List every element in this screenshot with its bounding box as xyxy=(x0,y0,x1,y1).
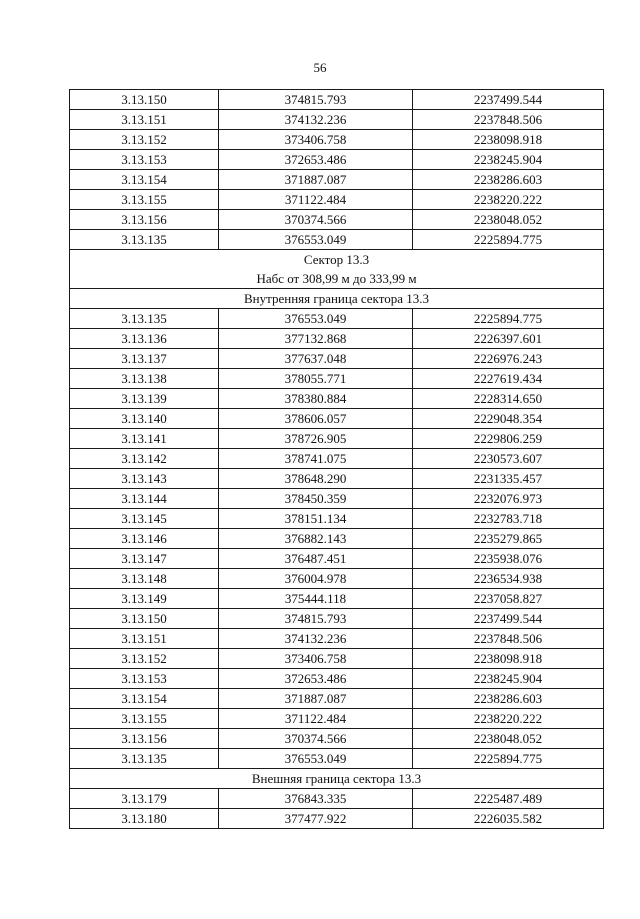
x-coordinate-cell: 376553.049 xyxy=(219,749,413,769)
x-coordinate-cell: 373406.758 xyxy=(219,649,413,669)
y-coordinate-cell: 2238245.904 xyxy=(413,150,604,170)
coordinates-table-body xyxy=(70,90,604,829)
y-coordinate-cell: 2225487.489 xyxy=(413,789,604,809)
section-header-row xyxy=(70,769,604,789)
point-id-cell: 3.13.150 xyxy=(70,90,219,110)
point-id-cell: 3.13.153 xyxy=(70,150,219,170)
point-id-cell: 3.13.150 xyxy=(70,609,219,629)
table-row xyxy=(70,489,604,509)
table-row xyxy=(70,669,604,689)
x-coordinate-cell: 377132.868 xyxy=(219,329,413,349)
point-id-cell: 3.13.135 xyxy=(70,309,219,329)
x-coordinate-cell: 376553.049 xyxy=(219,309,413,329)
x-coordinate-cell: 375444.118 xyxy=(219,589,413,609)
table-row xyxy=(70,230,604,250)
table-row xyxy=(70,729,604,749)
point-id-cell: 3.13.135 xyxy=(70,749,219,769)
point-id-cell: 3.13.140 xyxy=(70,409,219,429)
point-id-cell: 3.13.156 xyxy=(70,729,219,749)
table-row xyxy=(70,649,604,669)
point-id-cell: 3.13.152 xyxy=(70,649,219,669)
table-row xyxy=(70,689,604,709)
point-id-cell: 3.13.142 xyxy=(70,449,219,469)
y-coordinate-cell: 2225894.775 xyxy=(413,749,604,769)
y-coordinate-cell: 2232076.973 xyxy=(413,489,604,509)
x-coordinate-cell: 378741.075 xyxy=(219,449,413,469)
x-coordinate-cell: 371887.087 xyxy=(219,170,413,190)
point-id-cell: 3.13.154 xyxy=(70,170,219,190)
x-coordinate-cell: 377477.922 xyxy=(219,809,413,829)
table-row xyxy=(70,429,604,449)
point-id-cell: 3.13.136 xyxy=(70,329,219,349)
y-coordinate-cell: 2237499.544 xyxy=(413,609,604,629)
x-coordinate-cell: 374132.236 xyxy=(219,629,413,649)
table-row xyxy=(70,210,604,230)
y-coordinate-cell: 2229806.259 xyxy=(413,429,604,449)
point-id-cell: 3.13.149 xyxy=(70,589,219,609)
point-id-cell: 3.13.141 xyxy=(70,429,219,449)
point-id-cell: 3.13.143 xyxy=(70,469,219,489)
sector-altitude-range: Набс от 308,99 м до 333,99 м xyxy=(256,271,417,286)
x-coordinate-cell: 376004.978 xyxy=(219,569,413,589)
table-row xyxy=(70,309,604,329)
y-coordinate-cell: 2237848.506 xyxy=(413,110,604,130)
y-coordinate-cell: 2238048.052 xyxy=(413,210,604,230)
sector-header-row xyxy=(70,250,604,289)
y-coordinate-cell: 2238220.222 xyxy=(413,709,604,729)
point-id-cell: 3.13.147 xyxy=(70,549,219,569)
y-coordinate-cell: 2230573.607 xyxy=(413,449,604,469)
y-coordinate-cell: 2238286.603 xyxy=(413,170,604,190)
section-header: Внутренняя граница сектора 13.3 xyxy=(70,289,604,309)
table-row xyxy=(70,150,604,170)
table-row xyxy=(70,749,604,769)
table-row xyxy=(70,709,604,729)
x-coordinate-cell: 372653.486 xyxy=(219,150,413,170)
y-coordinate-cell: 2228314.650 xyxy=(413,389,604,409)
x-coordinate-cell: 371122.484 xyxy=(219,709,413,729)
x-coordinate-cell: 378450.359 xyxy=(219,489,413,509)
y-coordinate-cell: 2238098.918 xyxy=(413,649,604,669)
x-coordinate-cell: 376843.335 xyxy=(219,789,413,809)
section-header: Внешняя граница сектора 13.3 xyxy=(70,769,604,789)
point-id-cell: 3.13.156 xyxy=(70,210,219,230)
y-coordinate-cell: 2226397.601 xyxy=(413,329,604,349)
x-coordinate-cell: 374815.793 xyxy=(219,90,413,110)
point-id-cell: 3.13.146 xyxy=(70,529,219,549)
table-row xyxy=(70,190,604,210)
x-coordinate-cell: 371887.087 xyxy=(219,689,413,709)
y-coordinate-cell: 2235938.076 xyxy=(413,549,604,569)
table-row xyxy=(70,329,604,349)
table-row xyxy=(70,130,604,150)
x-coordinate-cell: 378055.771 xyxy=(219,369,413,389)
table-row xyxy=(70,349,604,369)
y-coordinate-cell: 2238245.904 xyxy=(413,669,604,689)
point-id-cell: 3.13.139 xyxy=(70,389,219,409)
table-row xyxy=(70,170,604,190)
table-row xyxy=(70,569,604,589)
x-coordinate-cell: 378726.905 xyxy=(219,429,413,449)
point-id-cell: 3.13.155 xyxy=(70,190,219,210)
table-row xyxy=(70,469,604,489)
point-id-cell: 3.13.138 xyxy=(70,369,219,389)
table-row xyxy=(70,369,604,389)
x-coordinate-cell: 372653.486 xyxy=(219,669,413,689)
x-coordinate-cell: 376487.451 xyxy=(219,549,413,569)
page-number: 56 xyxy=(313,60,327,75)
table-row xyxy=(70,90,604,110)
x-coordinate-cell: 378151.134 xyxy=(219,509,413,529)
y-coordinate-cell: 2238048.052 xyxy=(413,729,604,749)
point-id-cell: 3.13.152 xyxy=(70,130,219,150)
y-coordinate-cell: 2238098.918 xyxy=(413,130,604,150)
x-coordinate-cell: 371122.484 xyxy=(219,190,413,210)
sector-title: Сектор 13.3 xyxy=(303,252,370,267)
x-coordinate-cell: 377637.048 xyxy=(219,349,413,369)
y-coordinate-cell: 2229048.354 xyxy=(413,409,604,429)
point-id-cell: 3.13.155 xyxy=(70,709,219,729)
coordinates-table xyxy=(69,89,604,829)
y-coordinate-cell: 2227619.434 xyxy=(413,369,604,389)
y-coordinate-cell: 2231335.457 xyxy=(413,469,604,489)
y-coordinate-cell: 2225894.775 xyxy=(413,309,604,329)
y-coordinate-cell: 2235279.865 xyxy=(413,529,604,549)
table-row xyxy=(70,409,604,429)
sector-header xyxy=(70,250,604,289)
point-id-cell: 3.13.179 xyxy=(70,789,219,809)
x-coordinate-cell: 370374.566 xyxy=(219,729,413,749)
y-coordinate-cell: 2238286.603 xyxy=(413,689,604,709)
y-coordinate-cell: 2232783.718 xyxy=(413,509,604,529)
table-row xyxy=(70,509,604,529)
y-coordinate-cell: 2236534.938 xyxy=(413,569,604,589)
x-coordinate-cell: 378648.290 xyxy=(219,469,413,489)
y-coordinate-cell: 2226035.582 xyxy=(413,809,604,829)
y-coordinate-cell: 2226976.243 xyxy=(413,349,604,369)
x-coordinate-cell: 374815.793 xyxy=(219,609,413,629)
table-row xyxy=(70,529,604,549)
point-id-cell: 3.13.153 xyxy=(70,669,219,689)
x-coordinate-cell: 376882.143 xyxy=(219,529,413,549)
x-coordinate-cell: 376553.049 xyxy=(219,230,413,250)
table-row xyxy=(70,449,604,469)
table-row xyxy=(70,809,604,829)
table-row xyxy=(70,589,604,609)
section-header-row xyxy=(70,289,604,309)
y-coordinate-cell: 2237499.544 xyxy=(413,90,604,110)
y-coordinate-cell: 2238220.222 xyxy=(413,190,604,210)
x-coordinate-cell: 378380.884 xyxy=(219,389,413,409)
point-id-cell: 3.13.145 xyxy=(70,509,219,529)
point-id-cell: 3.13.151 xyxy=(70,629,219,649)
table-row xyxy=(70,389,604,409)
point-id-cell: 3.13.137 xyxy=(70,349,219,369)
point-id-cell: 3.13.180 xyxy=(70,809,219,829)
table-row xyxy=(70,549,604,569)
y-coordinate-cell: 2225894.775 xyxy=(413,230,604,250)
y-coordinate-cell: 2237058.827 xyxy=(413,589,604,609)
table-row xyxy=(70,789,604,809)
point-id-cell: 3.13.148 xyxy=(70,569,219,589)
x-coordinate-cell: 370374.566 xyxy=(219,210,413,230)
table-row xyxy=(70,629,604,649)
point-id-cell: 3.13.135 xyxy=(70,230,219,250)
table-row xyxy=(70,609,604,629)
point-id-cell: 3.13.154 xyxy=(70,689,219,709)
x-coordinate-cell: 378606.057 xyxy=(219,409,413,429)
y-coordinate-cell: 2237848.506 xyxy=(413,629,604,649)
point-id-cell: 3.13.144 xyxy=(70,489,219,509)
point-id-cell: 3.13.151 xyxy=(70,110,219,130)
x-coordinate-cell: 374132.236 xyxy=(219,110,413,130)
x-coordinate-cell: 373406.758 xyxy=(219,130,413,150)
table-row xyxy=(70,110,604,130)
